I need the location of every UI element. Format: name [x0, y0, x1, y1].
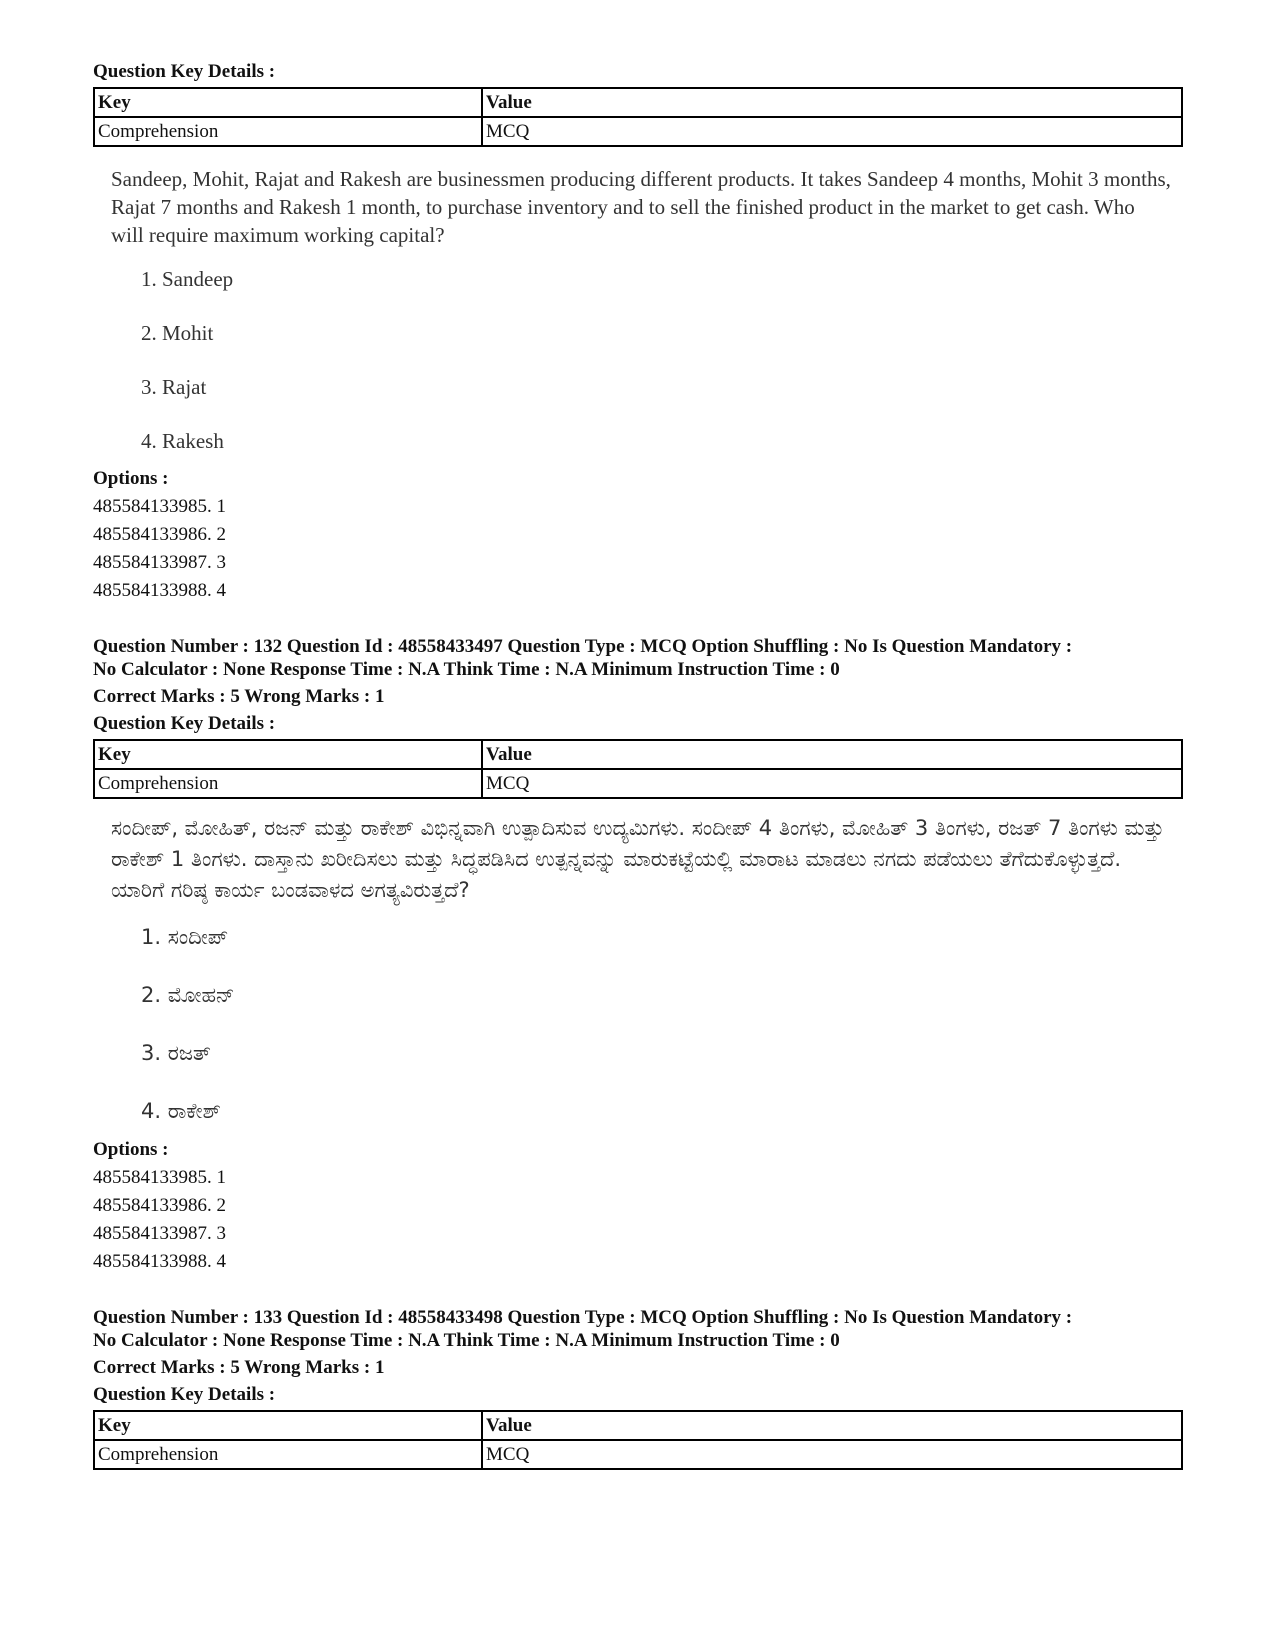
table-header-value: Value	[482, 88, 1182, 117]
choice-item: 3. ರಜತ್	[141, 1041, 211, 1065]
key-value-table	[93, 87, 1183, 147]
marks-line: Correct Marks : 5 Wrong Marks : 1	[93, 1357, 385, 1378]
table-cell-key: Comprehension	[94, 1440, 482, 1469]
choice-item: 1. ಸಂದೀಪ್	[141, 925, 229, 949]
question-header-line2: No Calculator : None Response Time : N.A Think Time : N.A Minimum Instruction Time : 0	[93, 1330, 840, 1351]
question-header-line1: Question Number : 132 Question Id : 48558433497 Question Type : MCQ Option Shuffling : No Is Question Mandatory :	[93, 636, 1073, 657]
choice-item: 4. ರಾಕೇಶ್	[141, 1099, 221, 1123]
table-cell-key: Comprehension	[94, 769, 482, 798]
table-row	[94, 769, 1182, 798]
question-block-131	[93, 60, 1183, 605]
table-row	[94, 117, 1182, 146]
question-image	[93, 813, 1183, 1154]
key-value-table	[93, 739, 1183, 799]
options-label: Options :	[93, 1139, 169, 1160]
table-header-key: Key	[94, 88, 482, 117]
table-header-key: Key	[94, 1411, 482, 1440]
question-block-132	[93, 635, 1183, 1276]
option-item: 485584133986. 2	[93, 524, 226, 545]
table-cell-key: Comprehension	[94, 117, 482, 146]
key-details-label: Question Key Details :	[93, 713, 276, 734]
option-item: 485584133985. 1	[93, 496, 226, 517]
question-header-line2: No Calculator : None Response Time : N.A Think Time : N.A Minimum Instruction Time : 0	[93, 659, 840, 680]
table-header-row	[94, 88, 1182, 117]
question-stem: Sandeep, Mohit, Rajat and Rakesh are businessmen producing different products. It takes Sandeep 4 months, Mohit 3 months, Rajat 7 months and Rakesh 1 month, to purchase inventory and to sell the finished product in the market to get cash. Who will require maximum working capital?	[111, 167, 1171, 247]
table-header-row	[94, 740, 1182, 769]
question-block-133	[93, 1306, 1183, 1470]
choice-item: 3. Rajat	[141, 375, 207, 399]
question-header-line1: Question Number : 133 Question Id : 48558433498 Question Type : MCQ Option Shuffling : No Is Question Mandatory :	[93, 1307, 1073, 1328]
choice-list	[111, 265, 1183, 481]
table-header-row	[94, 1411, 1182, 1440]
option-item: 485584133985. 1	[93, 1167, 226, 1188]
choice-item: 2. Mohit	[141, 321, 214, 345]
spacer	[93, 605, 1183, 635]
table-header-key: Key	[94, 740, 482, 769]
option-item: 485584133988. 4	[93, 580, 226, 601]
option-item: 485584133987. 3	[93, 552, 226, 573]
table-cell-value: MCQ	[482, 769, 1182, 798]
choice-item: 4. Rakesh	[141, 429, 224, 453]
choice-list	[111, 922, 1183, 1154]
document-page	[93, 60, 1183, 1470]
key-details-label: Question Key Details :	[93, 1384, 276, 1405]
marks-line: Correct Marks : 5 Wrong Marks : 1	[93, 686, 385, 707]
question-image	[93, 165, 1183, 481]
options-list	[93, 1164, 1183, 1276]
table-header-value: Value	[482, 740, 1182, 769]
table-row	[94, 1440, 1182, 1469]
options-list	[93, 493, 1183, 605]
table-cell-value: MCQ	[482, 117, 1182, 146]
table-header-value: Value	[482, 1411, 1182, 1440]
choice-item: 2. ಮೋಹನ್	[141, 983, 235, 1007]
option-item: 485584133987. 3	[93, 1223, 226, 1244]
question-stem: ಸಂದೀಪ್, ಮೋಹಿತ್, ರಜನ್ ಮತ್ತು ರಾಕೇಶ್ ವಿಭಿನ್ನವಾಗಿ ಉತ್ಪಾದಿಸುವ ಉದ್ಯಮಿಗಳು. ಸಂದೀಪ್ 4 ತಿಂಗಳು, ಮೋಹಿತ್ 3 ತಿಂಗಳು, ರಜತ್ 7 ತಿಂಗಳು ಮತ್ತು ರಾಕೇಶ್ 1 ತಿಂಗಳು. ದಾಸ್ತಾನು ಖರೀದಿಸಲು ಮತ್ತು ಸಿದ್ಧಪಡಿಸಿದ ಉತ್ಪನ್ನವನ್ನು ಮಾರುಕಟ್ಟೆಯಲ್ಲಿ ಮಾರಾಟ ಮಾಡಲು ನಗದು ಪಡೆಯಲು ತೆಗೆದುಕೊಳ್ಳುತ್ತದೆ. ಯಾರಿಗೆ ಗರಿಷ್ಠ ಕಾರ್ಯ ಬಂಡವಾಳದ ಅಗತ್ಯವಿರುತ್ತದೆ?	[111, 816, 1165, 902]
table-cell-value: MCQ	[482, 1440, 1182, 1469]
option-item: 485584133986. 2	[93, 1195, 226, 1216]
key-value-table	[93, 1410, 1183, 1470]
choice-item: 1. Sandeep	[141, 267, 234, 291]
spacer	[93, 1276, 1183, 1306]
options-label: Options :	[93, 468, 169, 489]
key-details-label: Question Key Details :	[93, 61, 276, 82]
option-item: 485584133988. 4	[93, 1251, 226, 1272]
